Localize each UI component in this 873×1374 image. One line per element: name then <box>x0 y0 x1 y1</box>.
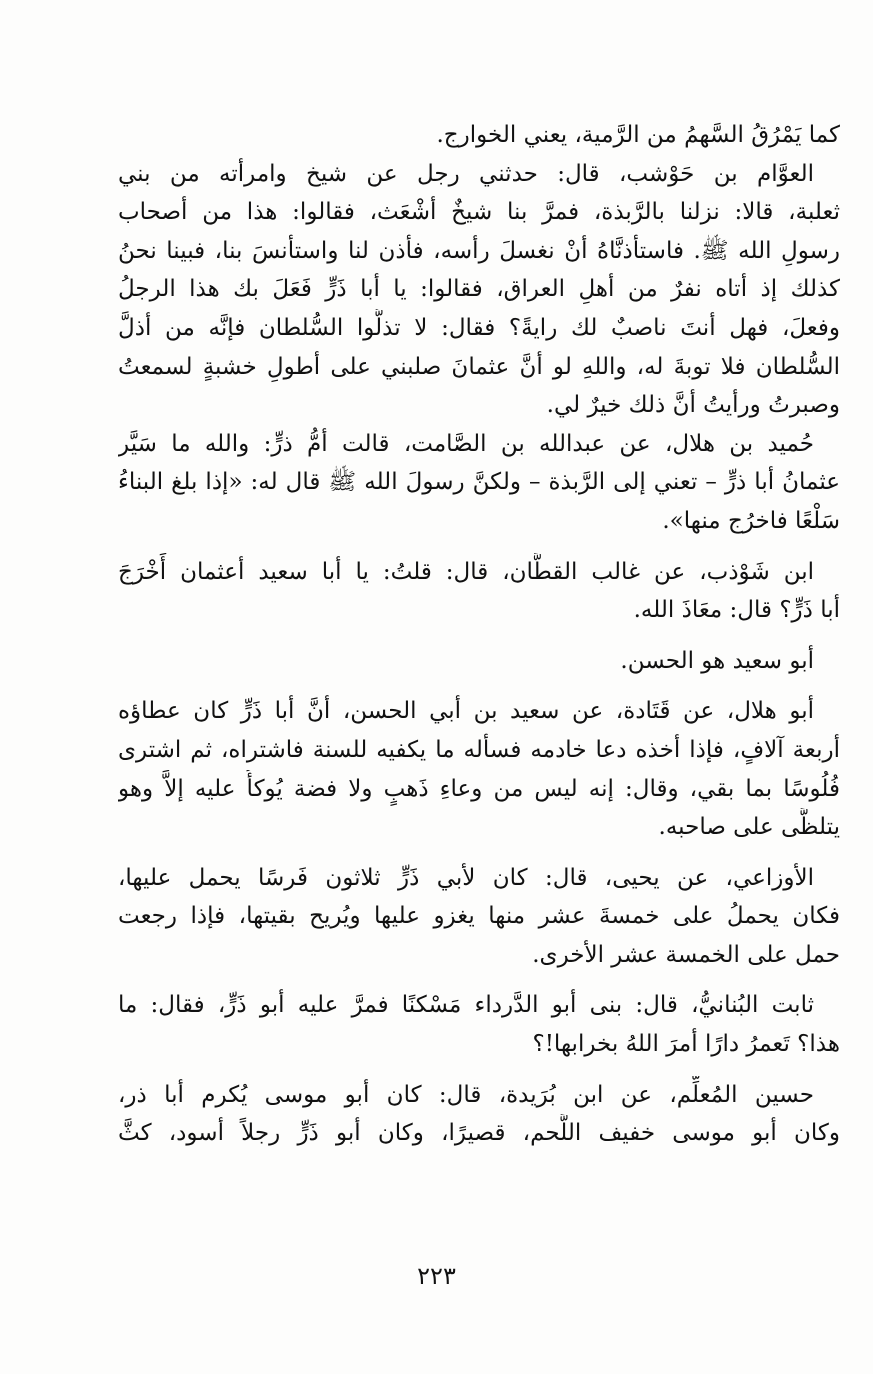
text-line: كما يَمْرُقُ السَّهمُ من الرَّمية، يعني الخوارج. <box>436 122 840 148</box>
paragraph <box>118 692 840 846</box>
text-line: العوَّام بن حَوْشب، قال: حدثني رجل عن شيخ وامرأته من بني <box>118 160 814 187</box>
text-line: أبو هلال، عن قَتَادة، عن سعيد بن أبي الحسن، أنَّ أبا ذَرٍّ كان عطاؤه <box>118 698 814 725</box>
page-text <box>118 116 840 1153</box>
paragraph <box>118 986 840 1063</box>
paragraph <box>118 642 840 681</box>
text-line: عثمانُ أبا ذرٍّ – تعني إلى الرَّبذة – ولكنَّ رسولَ الله ﷺ قال له: «إذا بلغ البناءُ <box>118 469 840 496</box>
text-line: أبا ذَرٍّ؟ قال: معَاذَ الله. <box>633 597 840 624</box>
page-number: ٢٢٣ <box>417 1262 456 1290</box>
paragraph <box>118 155 840 425</box>
text-line: ثعلبة، قالا: نزلنا بالرَّبذة، فمرَّ بنا شيخٌ أشْعَث، فقالوا: هذا من أصحاب <box>118 199 840 226</box>
text-line: السُّلطان فلا توبةَ له، واللهِ لو أنَّ عثمانَ صلبني على أطولِ خشبةٍ لسمعتُ <box>118 353 840 380</box>
text-line: حمل على الخمسة عشر الأخرى. <box>532 941 840 968</box>
text-line: ابن شَوْذب، عن غالب القطَّان، قال: قلتُ: يا أبا سعيد أعثمان أَخْرَجَ <box>118 558 814 585</box>
text-line: حُميد بن هلال، عن عبدالله بن الصَّامت، قالت أمُّ ذرٍّ: والله ما سَيَّر <box>118 430 814 457</box>
text-line: سَلْعًا فاخرُج منها». <box>662 507 840 534</box>
paragraph <box>118 553 840 630</box>
text-line: هذا؟ تَعمرُ دارًا أمرَ اللهُ بخرابها!؟ <box>532 1031 840 1058</box>
text-line: ثابت البُنانيُّ، قال: بنى أبو الدَّرداء مَسْكنًا فمرَّ عليه أبو ذَرٍّ، فقال: ما <box>118 992 814 1019</box>
text-line: وصبرتُ ورأيتُ أنَّ ذلك خيرٌ لي. <box>546 392 840 419</box>
text-line: يتلظَّى على صاحبه. <box>658 814 840 841</box>
paragraph <box>118 1076 840 1153</box>
text-line: حسين المُعلِّم، عن ابن بُرَيدة، قال: كان أبو موسى يُكرم أبا ذر، <box>118 1081 814 1108</box>
text-line: فُلُوسًا بما بقي، وقال: إنه ليس من وعاءِ ذَهبٍ ولا فضة يُوكأُ عليه إلاَّ وهو <box>118 775 840 802</box>
text-line: الأوزاعي، عن يحيى، قال: كان لأبي ذَرٍّ ثلاثون فَرسًا يحمل عليها، <box>118 864 814 891</box>
paragraph <box>118 116 840 155</box>
text-line: كذلك إذ أتاه نفرٌ من أهلِ العراق، فقالوا: يا أبا ذَرٍّ فَعَلَ بك هذا الرجلُ <box>118 276 840 303</box>
text-line: فكان يحملُ على خمسةَ عشر منها يغزو عليها ويُريح بقيتها، فإذا رجعت <box>118 903 840 930</box>
text-line: رسولِ الله ﷺ. فاستأذنَّاهُ أنْ نغسلَ رأسه، فأذن لنا واستأنسَ بنا، فبينا نحنُ <box>118 237 840 264</box>
text-line: وفعلَ، فهل أنتَ ناصبٌ لك رايةً؟ فقال: لا تذلُّوا السُّلطان فإنَّه من أذلَّ <box>118 314 840 341</box>
text-line: أبو سعيد هو الحسن. <box>620 647 814 674</box>
paragraph <box>118 859 840 975</box>
text-line: وكان أبو موسى خفيف اللَّحم، قصيرًا، وكان أبو ذَرٍّ رجلاً أسود، كثَّ <box>118 1120 840 1147</box>
text-line: أربعة آلافٍ، فإذا أخذه دعا خادمه فسأله ما يكفيه للسنة فاشتراه، ثم اشترى <box>118 736 840 763</box>
paragraph <box>118 425 840 541</box>
